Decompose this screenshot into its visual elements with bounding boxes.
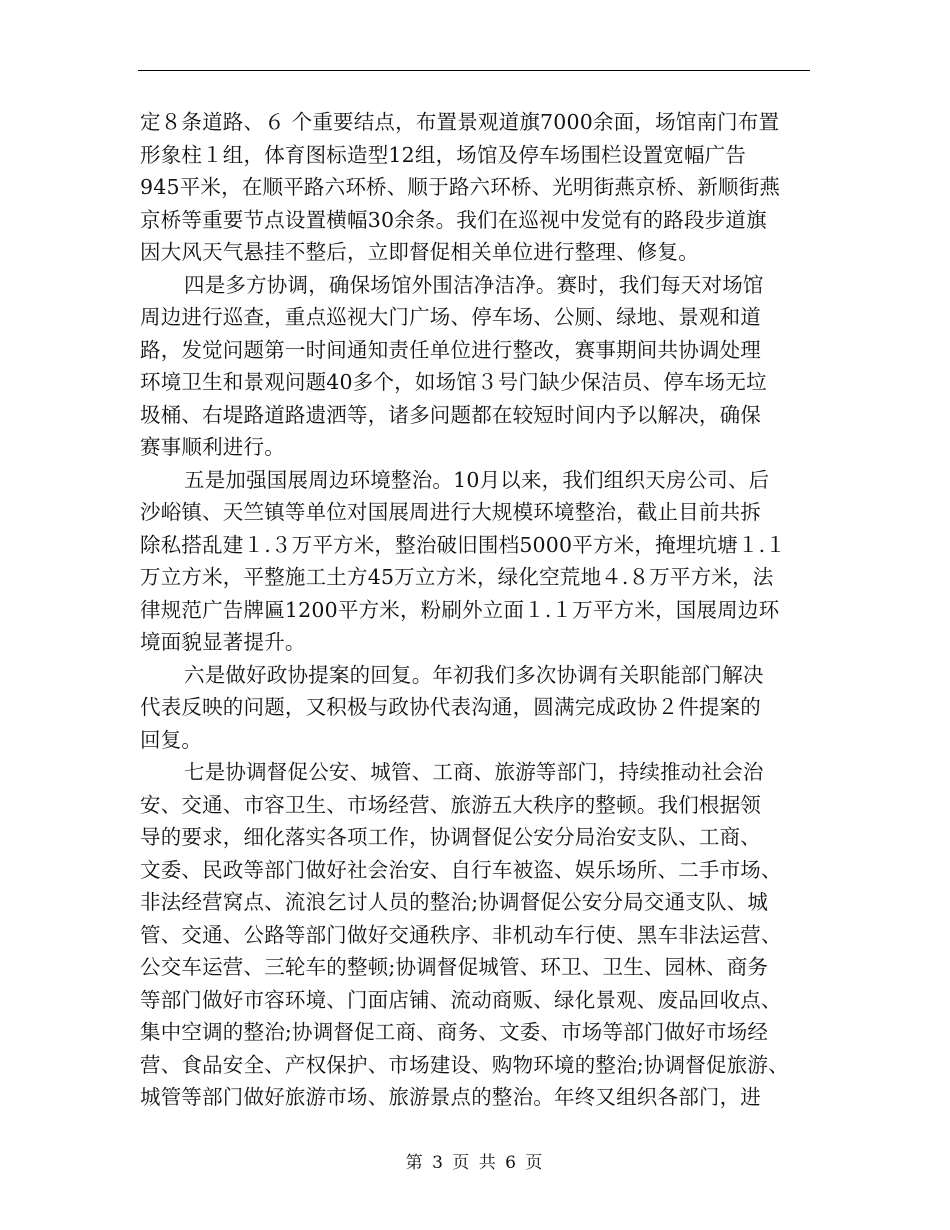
- text-line: 除私搭乱建１.３万平方米，整治破旧围档5000平方米，掩埋坑塘１.１: [140, 532, 787, 557]
- text-line: 环境卫生和景观问题40多个，如场馆３号门缺少保洁员、停车场无垃: [140, 370, 767, 394]
- paragraph-start-line: 七是协调督促公安、城管、工商、旅游等部门，持续推动社会治: [184, 760, 764, 784]
- text-line: 京桥等重要节点设置横幅30余条。我们在巡视中发觉有的路段步道旗: [140, 207, 767, 232]
- paragraph-start-line: 五是加强国展周边环境整治。10月以来，我们组织天房公司、后: [184, 467, 770, 492]
- text-line: 定８条道路、６ 个重要结点，布置景观道旗7000余面，场馆南门布置: [140, 110, 780, 134]
- text-line: 形象柱１组，体育图标造型12组，场馆及停车场围栏设置宽幅广告: [140, 142, 747, 167]
- text-line: 安、交通、市容卫生、市场经营、旅游五大秩序的整顿。我们根据领: [140, 792, 761, 817]
- text-line: 945平米，在顺平路六环桥、顺于路六环桥、光明街燕京桥、新顺街燕: [140, 175, 781, 199]
- text-line: 路，发觉问题第一时间通知责任单位进行整改，赛事期间共协调处理: [140, 337, 761, 362]
- text-line: 万立方米，平整施工土方45万立方米，绿化空荒地４.８万平方米，法: [140, 565, 774, 589]
- text-line: 因大风天气悬挂不整后，立即督促相关单位进行整理、修复。: [140, 240, 699, 264]
- text-line: 律规范广告牌匾1200平方米，粉刷外立面１.１万平方米，国展周边环: [140, 597, 780, 622]
- paragraph-start-line: 六是做好政协提案的回复。年初我们多次协调有关职能部门解决: [184, 662, 764, 687]
- text-line: 回复。: [140, 727, 203, 752]
- text-line: 沙峪镇、天竺镇等单位对国展周进行大规模环境整治，截止目前共拆: [140, 500, 761, 524]
- text-line: 营、食品安全、产权保护、市场建设、购物环境的整治;协调督促旅游、: [140, 1052, 789, 1077]
- text-line: 圾桶、右堤路道路遗洒等，诸多问题都在较短时间内予以解决，确保: [140, 402, 761, 427]
- header-rule: [138, 70, 810, 71]
- text-line: 赛事顺利进行。: [140, 435, 285, 459]
- text-line: 等部门做好市容环境、门面店铺、流动商贩、绿化景观、废品回收点、: [140, 987, 782, 1012]
- text-line: 周边进行巡查，重点巡视大门广场、停车场、公厕、绿地、景观和道: [140, 305, 761, 329]
- text-line: 非法经营窝点、流浪乞讨人员的整治;协调督促公安分局交通支队、城: [140, 890, 769, 914]
- text-line: 公交车运营、三轮车的整顿;协调督促城管、环卫、卫生、园林、商务: [140, 955, 769, 979]
- text-line: 管、交通、公路等部门做好交通秩序、非机动车行使、黑车非法运营、: [140, 922, 782, 947]
- text-line: 代表反映的问题，又积极与政协代表沟通，圆满完成政协２件提案的: [140, 695, 761, 719]
- page-number: 第 3 页 共 6 页: [405, 1153, 545, 1173]
- text-line: 城管等部门做好旅游市场、旅游景点的整治。年终又组织各部门，进: [140, 1085, 761, 1109]
- body-text: [140, 106, 820, 1114]
- text-line: 集中空调的整治;协调督促工商、商务、文委、市场等部门做好市场经: [140, 1020, 769, 1044]
- text-line: 导的要求，细化落实各项工作，协调督促公安分局治安支队、工商、: [140, 825, 761, 849]
- text-line: 境面貌显著提升。: [140, 630, 306, 654]
- paragraph-start-line: 四是多方协调，确保场馆外围洁净洁净。赛时，我们每天对场馆: [184, 272, 764, 297]
- text-line: 文委、民政等部门做好社会治安、自行车被盗、娱乐场所、二手市场、: [140, 857, 782, 882]
